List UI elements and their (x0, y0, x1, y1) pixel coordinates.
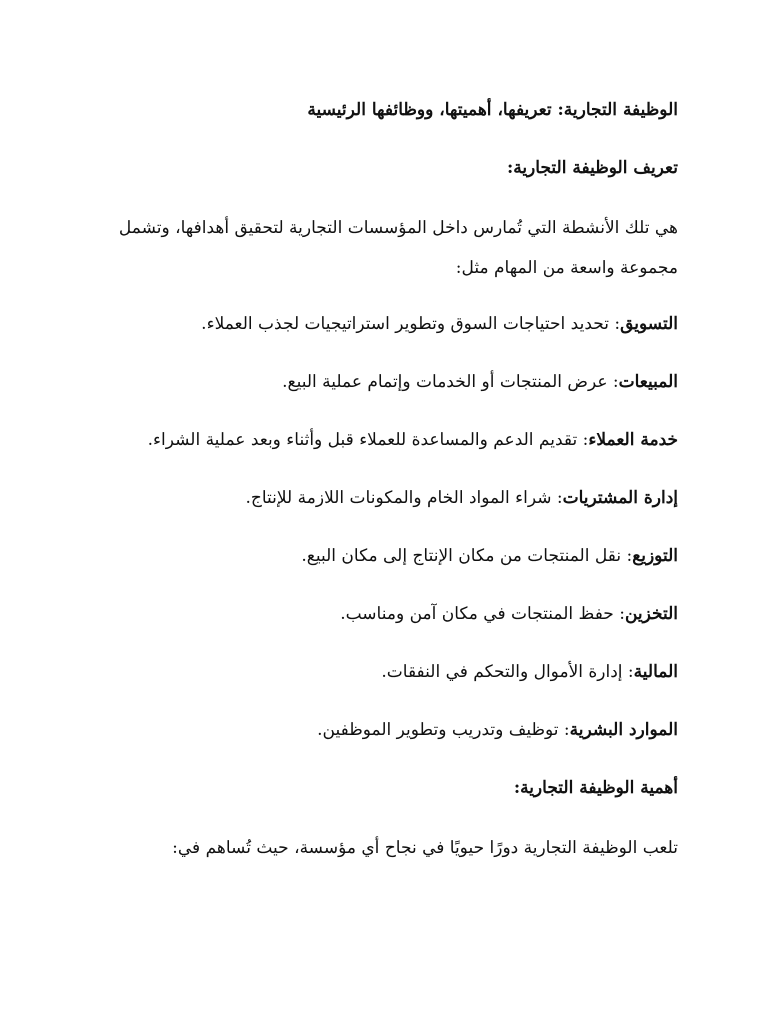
item-description: : شراء المواد الخام والمكونات اللازمة للإنتاج. (245, 488, 563, 508)
item-description: : نقل المنتجات من مكان الإنتاج إلى مكان البيع. (301, 546, 633, 566)
item-description: : عرض المنتجات أو الخدمات وإتمام عملية البيع. (282, 372, 619, 392)
list-item (90, 422, 678, 458)
list-item (90, 712, 678, 748)
list-item (90, 654, 678, 690)
list-item (90, 306, 678, 342)
item-term: التسويق (620, 314, 678, 334)
item-description: : إدارة الأموال والتحكم في النفقات. (381, 662, 634, 682)
item-term: الموارد البشرية (569, 720, 678, 740)
item-term: التوزيع (632, 546, 678, 566)
item-term: المبيعات (618, 372, 678, 392)
definition-heading: تعريف الوظيفة التجارية: (506, 158, 678, 178)
list-item (90, 480, 678, 516)
item-term: خدمة العملاء (588, 430, 678, 450)
list-item (90, 596, 678, 632)
item-description: : تحديد احتياجات السوق وتطوير استراتيجيات لجذب العملاء. (201, 314, 621, 334)
item-description: : حفظ المنتجات في مكان آمن ومناسب. (340, 604, 625, 624)
document-title: الوظيفة التجارية: تعريفها، أهميتها، ووظائفها الرئيسية (307, 100, 678, 120)
item-description: : توظيف وتدريب وتطوير الموظفين. (317, 720, 570, 740)
item-term: المالية (633, 662, 678, 682)
importance-heading: أهمية الوظيفة التجارية: (513, 778, 678, 798)
list-item (90, 538, 678, 574)
item-term: التخزين (624, 604, 678, 624)
definition-paragraph: هي تلك الأنشطة التي تُمارس داخل المؤسسات التجارية لتحقيق أهدافها، وتشمل مجموعة واسعة من المهام مثل: (118, 218, 678, 278)
importance-paragraph: تلعب الوظيفة التجارية دورًا حيويًا في نجاح أي مؤسسة، حيث تُساهم في: (172, 838, 678, 858)
list-item (90, 364, 678, 400)
item-description: : تقديم الدعم والمساعدة للعملاء قبل وأثناء وبعد عملية الشراء. (147, 430, 589, 450)
item-term: إدارة المشتريات (562, 488, 678, 508)
